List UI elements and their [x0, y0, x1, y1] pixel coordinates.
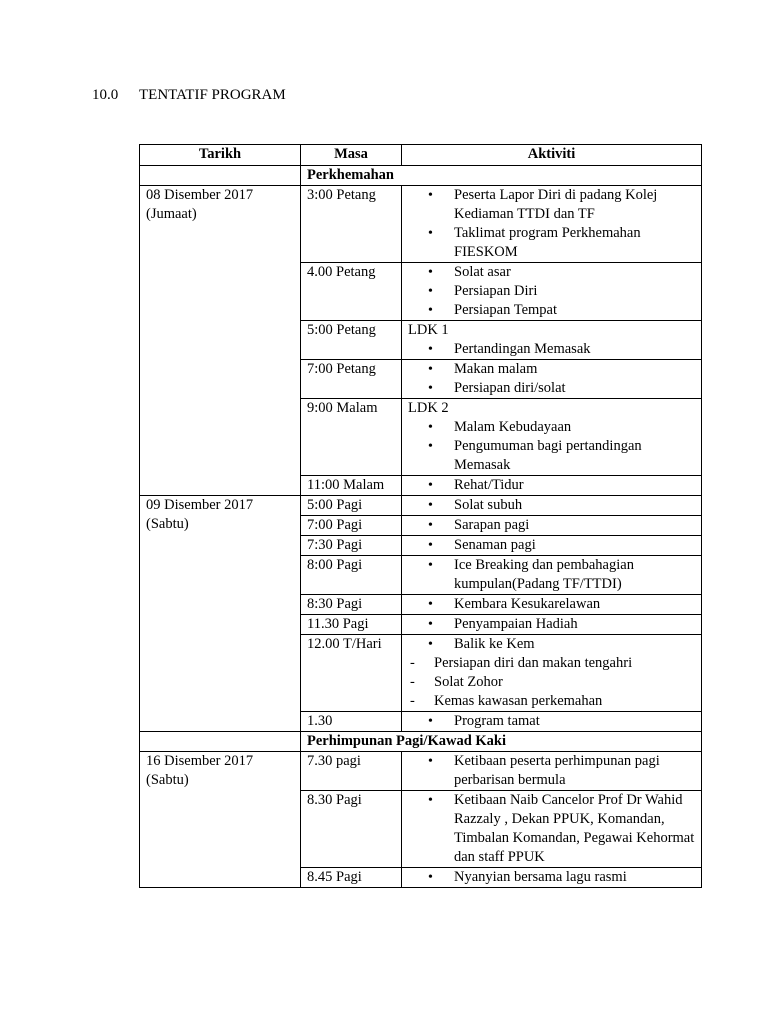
activity-bullet: • Pengumuman bagi pertandingan Memasak	[408, 437, 695, 475]
activity-bullet: • Persiapan Tempat	[408, 301, 695, 320]
activity-intro: LDK 1	[408, 322, 449, 338]
time-cell: 8:30 Pagi	[301, 595, 402, 615]
time-cell: 1.30	[301, 712, 402, 732]
activity-bullet: • Program tamat	[408, 712, 695, 731]
activity-bullet: • Senaman pagi	[408, 536, 695, 555]
activity-bullet: • Ketibaan Naib Cancelor Prof Dr Wahid Razzaly , Dekan PPUK, Komandan, Timbalan Komandan, Pegawai Kehormat dan staff PPUK	[408, 791, 695, 867]
activity-cell	[402, 263, 702, 321]
activity-cell	[402, 516, 702, 536]
activity-cell	[402, 752, 702, 791]
activity-bullet: • Ice Breaking dan pembahagian kumpulan(Padang TF/TTDI)	[408, 556, 695, 594]
time-cell: 12.00 T/Hari	[301, 635, 402, 712]
date-text: 16 Disember 2017	[146, 753, 254, 769]
column-header-aktiviti: Aktiviti	[402, 145, 702, 166]
activity-bullet-list	[408, 186, 695, 262]
time-cell: 5:00 Petang	[301, 321, 402, 360]
time-cell: 9:00 Malam	[301, 399, 402, 476]
time-cell: 7:00 Pagi	[301, 516, 402, 536]
activity-bullet: • Peserta Lapor Diri di padang Kolej Kediaman TTDI dan TF	[408, 186, 695, 224]
activity-bullet: • Penyampaian Hadiah	[408, 615, 695, 634]
activity-cell	[402, 556, 702, 595]
date-cell	[140, 496, 301, 732]
activity-bullet-list	[408, 752, 695, 790]
activity-bullet-list	[408, 556, 695, 594]
schedule-table	[139, 144, 702, 888]
activity-cell	[402, 712, 702, 732]
time-cell: 7:30 Pagi	[301, 536, 402, 556]
section-blank-cell	[140, 166, 301, 186]
activity-cell	[402, 615, 702, 635]
activity-cell	[402, 791, 702, 868]
day-text: (Sabtu)	[146, 516, 189, 532]
activity-bullet-list	[408, 340, 695, 359]
activity-cell	[402, 868, 702, 888]
date-text: 09 Disember 2017	[146, 497, 254, 513]
day-text: (Jumaat)	[146, 206, 197, 222]
date-text: 08 Disember 2017	[146, 187, 254, 203]
table-header-row	[140, 145, 702, 166]
activity-bullet: • Persiapan Diri	[408, 282, 695, 301]
time-cell: 8.30 Pagi	[301, 791, 402, 868]
activity-bullet: • Sarapan pagi	[408, 516, 695, 535]
activity-bullet: • Balik ke Kem	[408, 635, 695, 654]
activity-subitem: - Kemas kawasan perkemahan	[404, 692, 695, 711]
column-header-tarikh: Tarikh	[140, 145, 301, 166]
column-header-masa: Masa	[301, 145, 402, 166]
date-cell	[140, 752, 301, 888]
table-row	[140, 186, 702, 263]
section-heading	[92, 86, 286, 105]
table-row	[140, 496, 702, 516]
section-title-cell: Perkhemahan	[301, 166, 702, 186]
activity-bullet: • Solat asar	[408, 263, 695, 282]
activity-bullet-list	[408, 615, 695, 634]
activity-bullet: • Makan malam	[408, 360, 695, 379]
activity-bullet-list	[408, 476, 695, 495]
activity-bullet: • Taklimat program Perkhemahan FIESKOM	[408, 224, 695, 262]
section-number: 10.0	[92, 87, 119, 103]
time-cell: 8:00 Pagi	[301, 556, 402, 595]
section-title-cell: Perhimpunan Pagi/Kawad Kaki	[301, 732, 702, 752]
activity-bullet: • Malam Kebudayaan	[408, 418, 695, 437]
schedule-body	[140, 166, 702, 888]
time-cell: 11:00 Malam	[301, 476, 402, 496]
activity-bullet-list	[408, 418, 695, 475]
activity-bullet-list	[408, 712, 695, 731]
section-title: TENTATIF PROGRAM	[139, 87, 286, 103]
activity-bullet: • Solat subuh	[408, 496, 695, 515]
activity-bullet-list	[408, 595, 695, 614]
activity-subitem: - Persiapan diri dan makan tengahri	[404, 654, 695, 673]
time-cell: 5:00 Pagi	[301, 496, 402, 516]
activity-bullet-list	[408, 496, 695, 515]
activity-bullet-list	[408, 791, 695, 867]
activity-bullet: • Rehat/Tidur	[408, 476, 695, 495]
activity-cell	[402, 496, 702, 516]
activity-cell	[402, 595, 702, 615]
activity-bullet: • Ketibaan peserta perhimpunan pagi perbarisan bermula	[408, 752, 695, 790]
time-cell: 7.30 pagi	[301, 752, 402, 791]
activity-cell	[402, 399, 702, 476]
activity-intro: LDK 2	[408, 400, 449, 416]
activity-bullet-list	[408, 868, 695, 887]
activity-bullet: • Nyanyian bersama lagu rasmi	[408, 868, 695, 887]
activity-bullet-list	[408, 360, 695, 398]
section-blank-cell	[140, 732, 301, 752]
time-cell: 4.00 Petang	[301, 263, 402, 321]
activity-subitem: - Solat Zohor	[404, 673, 695, 692]
time-cell: 11.30 Pagi	[301, 615, 402, 635]
activity-bullet-list	[408, 516, 695, 535]
activity-dash-list	[408, 654, 695, 711]
activity-cell	[402, 321, 702, 360]
section-row	[140, 166, 702, 186]
time-cell: 8.45 Pagi	[301, 868, 402, 888]
activity-cell	[402, 186, 702, 263]
table-row	[140, 752, 702, 791]
activity-bullet-list	[408, 536, 695, 555]
activity-bullet-list	[408, 263, 695, 320]
activity-bullet-list	[408, 635, 695, 654]
time-cell: 7:00 Petang	[301, 360, 402, 399]
activity-cell	[402, 536, 702, 556]
activity-cell	[402, 360, 702, 399]
section-row	[140, 732, 702, 752]
day-text: (Sabtu)	[146, 772, 189, 788]
activity-bullet: • Kembara Kesukarelawan	[408, 595, 695, 614]
activity-bullet: • Persiapan diri/solat	[408, 379, 695, 398]
time-cell: 3:00 Petang	[301, 186, 402, 263]
activity-cell	[402, 635, 702, 712]
activity-cell	[402, 476, 702, 496]
activity-bullet: • Pertandingan Memasak	[408, 340, 695, 359]
date-cell	[140, 186, 301, 496]
